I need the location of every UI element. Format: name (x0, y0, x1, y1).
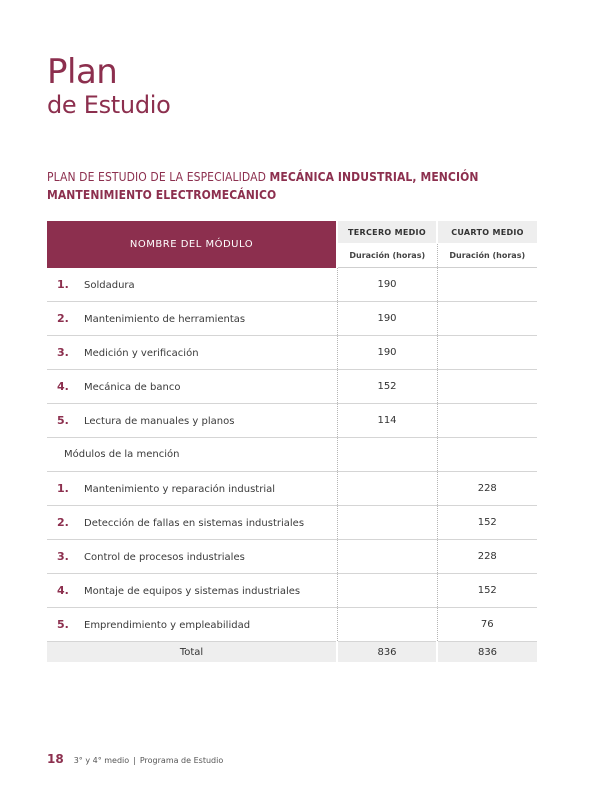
page-title: Plan (47, 52, 118, 92)
module-number: 4. (57, 584, 69, 597)
footer-program: Programa de Estudio (139, 756, 224, 765)
hours-tercero (337, 574, 437, 608)
hours-tercero (337, 608, 437, 642)
section-label-mencion: Módulos de la mención (47, 438, 337, 472)
total-label: Total (47, 642, 337, 663)
hours-cuarto: 152 (437, 574, 537, 608)
section-row (47, 438, 537, 472)
table-row (47, 608, 537, 642)
column-header-module-name: NOMBRE DEL MÓDULO (47, 221, 337, 268)
page-footer (47, 752, 223, 768)
total-cuarto: 836 (437, 642, 537, 663)
hours-cuarto: 228 (437, 472, 537, 506)
table-row (47, 336, 537, 370)
hours-tercero (337, 540, 437, 574)
heading-specialty: MECÁNICA INDUSTRIAL, MENCIÓN MANTENIMIENTO ELECTROMECÁNICO (47, 170, 479, 202)
column-header-tercero: TERCERO MEDIO (337, 221, 437, 244)
footer-separator: | (133, 756, 136, 765)
hours-cuarto (437, 268, 537, 302)
total-tercero: 836 (337, 642, 437, 663)
module-number: 4. (57, 380, 69, 393)
table-row (47, 540, 537, 574)
module-name: Mantenimiento de herramientas (84, 314, 246, 325)
total-row (47, 642, 537, 663)
section-heading (47, 168, 547, 204)
hours-cuarto: 152 (437, 506, 537, 540)
hours-cuarto (437, 302, 537, 336)
hours-tercero: 190 (337, 268, 437, 302)
hours-tercero: 114 (337, 404, 437, 438)
hours-tercero (337, 472, 437, 506)
module-number: 2. (57, 516, 69, 529)
footer-grade: 3° y 4° medio (73, 756, 130, 765)
hours-cuarto: 228 (437, 540, 537, 574)
table-row (47, 370, 537, 404)
hours-cuarto (437, 370, 537, 404)
module-name: Detección de fallas en sistemas industriales (84, 518, 305, 529)
hours-tercero: 152 (337, 370, 437, 404)
table-row (47, 472, 537, 506)
table-row (47, 404, 537, 438)
heading-prefix: PLAN DE ESTUDIO DE LA ESPECIALIDAD (47, 170, 267, 184)
table-row (47, 574, 537, 608)
study-plan-table (47, 221, 537, 662)
module-name: Medición y verificación (84, 348, 199, 359)
module-name: Mecánica de banco (84, 382, 181, 393)
hours-tercero (337, 506, 437, 540)
module-number: 2. (57, 312, 69, 325)
module-name: Lectura de manuales y planos (84, 416, 235, 427)
duration-label-cuarto: Duración (horas) (437, 244, 537, 268)
module-number: 1. (57, 277, 69, 291)
table-row (47, 506, 537, 540)
module-name: Emprendimiento y empleabilidad (84, 620, 251, 631)
module-name: Control de procesos industriales (84, 552, 245, 563)
module-number: 1. (57, 482, 69, 495)
hours-cuarto (437, 336, 537, 370)
module-number: 5. (57, 414, 69, 427)
column-header-cuarto: CUARTO MEDIO (437, 221, 537, 244)
module-name: Soldadura (84, 279, 135, 291)
duration-label-tercero: Duración (horas) (337, 244, 437, 268)
page-number: 18 (47, 752, 64, 766)
module-number: 3. (57, 550, 69, 563)
hours-tercero: 190 (337, 302, 437, 336)
page-subtitle: de Estudio (47, 91, 171, 119)
hours-tercero: 190 (337, 336, 437, 370)
hours-cuarto (437, 404, 537, 438)
hours-cuarto: 76 (437, 608, 537, 642)
table-row (47, 302, 537, 336)
module-name: Mantenimiento y reparación industrial (84, 484, 276, 495)
module-name: Montaje de equipos y sistemas industriales (84, 586, 301, 597)
table-row (47, 268, 537, 302)
module-number: 5. (57, 618, 69, 631)
module-number: 3. (57, 346, 69, 359)
